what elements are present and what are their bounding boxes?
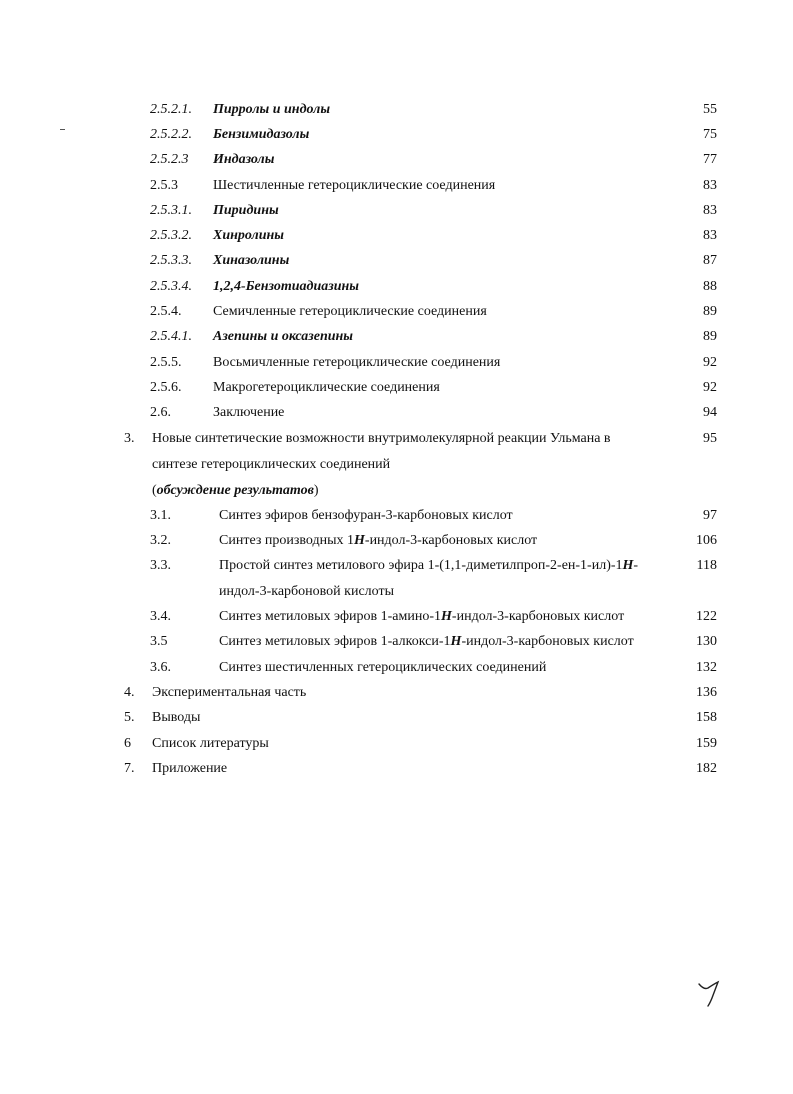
toc-entry <box>0 353 793 373</box>
toc-entry-title <box>152 683 306 703</box>
toc-entry-number: 4. <box>124 685 135 700</box>
toc-entry-title <box>219 556 638 576</box>
toc-entry-title <box>152 481 319 501</box>
toc-entry-page: 122 <box>696 609 717 624</box>
toc-entry-title <box>152 734 269 754</box>
toc-entry <box>0 125 793 145</box>
toc-title-segment: обсуждение результатов <box>156 483 314 498</box>
toc-entry-number: 2.5.2.1. <box>150 102 192 117</box>
toc-title-segment: Пиридины <box>213 203 279 218</box>
toc-entry-number: 2.5.3.2. <box>150 228 192 243</box>
toc-entry-title <box>213 125 309 145</box>
toc-entry <box>0 150 793 170</box>
toc-title-segment: Список литературы <box>152 736 269 751</box>
toc-title-segment: Синтез метиловых эфиров 1-алкокси-1 <box>219 634 451 649</box>
toc-entry <box>0 403 793 423</box>
toc-entry-title <box>213 226 284 246</box>
toc-entry <box>0 658 793 678</box>
toc-entry-page: 106 <box>696 533 717 548</box>
toc-entry-number: 3.1. <box>150 508 171 523</box>
toc-entry-title <box>219 607 624 627</box>
toc-entry <box>0 201 793 221</box>
toc-entry-title <box>213 150 274 170</box>
toc-entry <box>0 607 793 627</box>
toc-title-segment: Семичленные гетероциклические соединения <box>213 304 487 319</box>
toc-entry-page: 136 <box>696 685 717 700</box>
toc-entry-number: 2.5.3.4. <box>150 279 192 294</box>
toc-entry-page: 92 <box>703 380 717 395</box>
toc-entry-title <box>219 506 513 526</box>
toc-entry <box>0 251 793 271</box>
toc-title-segment: Шестичленные гетероциклические соединения <box>213 178 496 193</box>
toc-entry <box>0 481 793 501</box>
toc-entry-number: 2.5.3 <box>150 178 178 193</box>
toc-entry-page: 89 <box>703 329 717 344</box>
toc-entry <box>0 759 793 779</box>
toc-title-segment: 1,2,4-Бензотиадиазины <box>213 279 359 294</box>
toc-entry-page: 132 <box>696 660 717 675</box>
toc-entry-number: 7. <box>124 761 135 776</box>
toc-title-segment: -индол-3-карбоновых кислот <box>451 609 625 624</box>
toc-entry-number: 3.4. <box>150 609 171 624</box>
toc-entry-title <box>213 251 289 271</box>
toc-title-segment: H <box>354 533 365 548</box>
toc-title-segment: Пирролы и индолы <box>213 102 331 117</box>
toc-title-segment: Азепины и оксазепины <box>213 329 354 344</box>
toc-title-segment: Восьмичленные гетероциклические соединения <box>213 355 501 370</box>
toc-title-segment: Синтез производных 1 <box>219 533 355 548</box>
toc-entry <box>0 226 793 246</box>
toc-entry-page: 83 <box>703 178 717 193</box>
toc-entry <box>0 531 793 551</box>
toc-title-segment: H <box>441 609 452 624</box>
toc-title-segment: Выводы <box>152 710 201 725</box>
toc-entry-number: 3.5 <box>150 634 168 649</box>
toc-entry <box>0 327 793 347</box>
toc-entry-title <box>213 176 495 196</box>
toc-title-segment: Приложение <box>152 761 228 776</box>
toc-entry-number: 3.2. <box>150 533 171 548</box>
toc-title-segment: Синтез метиловых эфиров 1-амино-1 <box>219 609 442 624</box>
toc-title-segment: Простой синтез метилового эфира 1-(1,1-диметилпроп-2-ен-1-ил)-1 <box>219 558 623 573</box>
toc-entry-page: 55 <box>703 102 717 117</box>
toc-title-segment: ) <box>313 483 319 498</box>
toc-entry-page: 88 <box>703 279 717 294</box>
toc-entry-title <box>152 759 227 779</box>
toc-title-segment: Индазолы <box>213 152 275 167</box>
toc-entry <box>0 455 793 475</box>
toc-title-segment: Синтез эфиров бензофуран-3-карбоновых кислот <box>219 508 513 523</box>
toc-entry-page: 83 <box>703 203 717 218</box>
toc-title-segment: -индол-3-карбоновых кислот <box>364 533 538 548</box>
toc-title-segment: Макрогетероциклические соединения <box>213 380 440 395</box>
toc-entry <box>0 734 793 754</box>
toc-entry-page: 94 <box>703 405 717 420</box>
toc-entry-title <box>219 582 394 602</box>
toc-entry <box>0 506 793 526</box>
toc-entry-title <box>219 632 634 652</box>
toc-title-segment: Заключение <box>213 405 285 420</box>
toc-title-segment: H <box>450 634 462 649</box>
toc-entry-title <box>213 403 284 423</box>
toc-entry <box>0 100 793 120</box>
toc-entry-number: 2.5.2.3 <box>150 152 189 167</box>
toc-entry-page: 75 <box>703 127 717 142</box>
toc-entry-page: 182 <box>696 761 717 776</box>
toc-title-segment: H <box>622 558 634 573</box>
toc-entry-number: 2.5.3.3. <box>150 253 192 268</box>
toc-entry-page: 158 <box>696 710 717 725</box>
toc-entry <box>0 632 793 652</box>
toc-entry <box>0 277 793 297</box>
toc-entry-title <box>213 201 279 221</box>
toc-entry-title <box>219 531 537 551</box>
toc-entry-number: 2.5.4.1. <box>150 329 192 344</box>
toc-entry-page: 97 <box>703 508 717 523</box>
toc-title-segment: Хинролины <box>213 228 285 243</box>
toc-entry-page: 95 <box>703 431 717 446</box>
toc-entry-page: 130 <box>696 634 717 649</box>
toc-entry-page: 87 <box>703 253 717 268</box>
toc-entry-number: 2.5.2.2. <box>150 127 192 142</box>
toc-title-segment: - <box>633 558 639 573</box>
toc-title-segment: Экспериментальная часть <box>152 685 307 700</box>
toc-title-segment: синтезе гетероциклических соединений <box>152 457 391 472</box>
toc-title-segment: Новые синтетические возможности внутримолекулярной реакции Ульмана в <box>152 431 611 446</box>
toc-title-segment: Хиназолины <box>213 253 290 268</box>
toc-entry-title <box>213 277 359 297</box>
toc-entry-number: 3. <box>124 431 135 446</box>
toc-entry-page: 77 <box>703 152 717 167</box>
toc-entry-number: 3.3. <box>150 558 171 573</box>
toc-title-segment: индол-3-карбоновой кислоты <box>219 584 394 599</box>
toc-title-segment: -индол-3-карбоновых кислот <box>461 634 634 649</box>
toc-title-segment: Синтез шестичленных гетероциклических соединений <box>219 660 547 675</box>
scan-artifact-dash <box>60 129 65 130</box>
toc-entry-title <box>213 302 487 322</box>
toc-entry-title <box>152 429 611 449</box>
handwritten-page-number-mark <box>696 976 726 1008</box>
toc-entry-number: 2.5.5. <box>150 355 182 370</box>
toc-entry <box>0 708 793 728</box>
toc-entry-number: 2.5.6. <box>150 380 182 395</box>
toc-entry-number: 5. <box>124 710 135 725</box>
toc-entry-number: 2.5.4. <box>150 304 182 319</box>
toc-entry-title <box>152 455 390 475</box>
toc-entry-title <box>219 658 546 678</box>
toc-entry-number: 2.5.3.1. <box>150 203 192 218</box>
toc-entry-page: 92 <box>703 355 717 370</box>
toc-entry-title <box>213 353 500 373</box>
toc-title-segment: ( <box>152 483 157 498</box>
toc-entry-page: 118 <box>696 558 717 573</box>
toc-entry-number: 2.6. <box>150 405 171 420</box>
toc-entry-title <box>152 708 200 728</box>
toc-entry-title <box>213 327 353 347</box>
toc-title-segment: Бензимидазолы <box>213 127 310 142</box>
toc-entry <box>0 302 793 322</box>
toc-entry-title <box>213 378 440 398</box>
toc-entry <box>0 556 793 576</box>
toc-entry-page: 159 <box>696 736 717 751</box>
toc-entry-page: 83 <box>703 228 717 243</box>
toc-entry <box>0 176 793 196</box>
toc-entry-number: 6 <box>124 736 131 751</box>
toc-entry <box>0 429 793 449</box>
toc-entry-page: 89 <box>703 304 717 319</box>
toc-entry <box>0 582 793 602</box>
toc-entry <box>0 378 793 398</box>
toc-entry-number: 3.6. <box>150 660 171 675</box>
toc-entry <box>0 683 793 703</box>
toc-entry-title <box>213 100 330 120</box>
